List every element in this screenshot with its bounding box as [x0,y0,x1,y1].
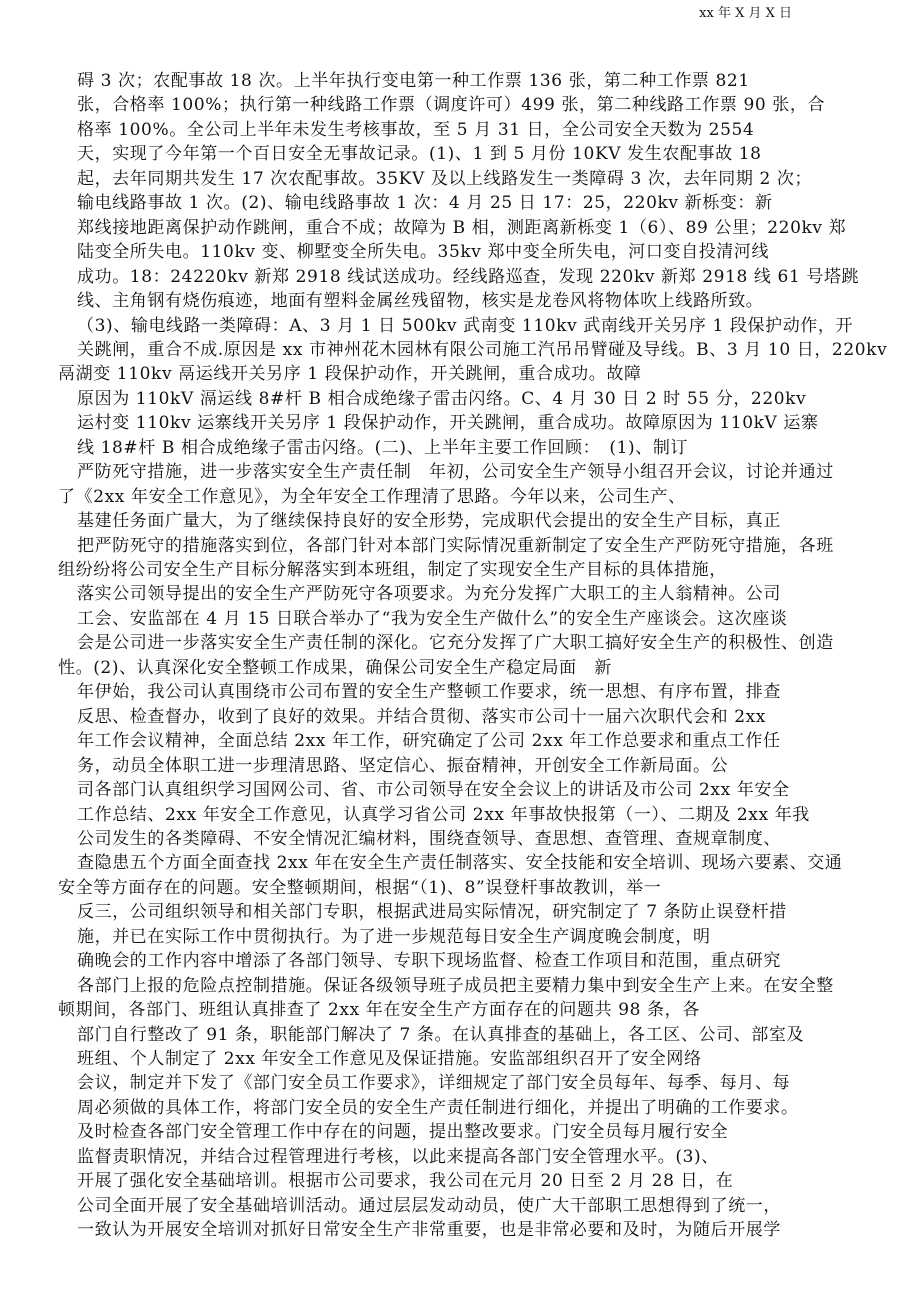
body-text-line: 起，去年同期共发生 17 次农配事故。35KV 及以上线路发生一类障碍 3 次，去年同期 2 次； [77,168,813,189]
body-text-line: 了《2xx 年安全工作意见》，为全年安全工作理清了思路。今年以来，公司生产、 [58,486,686,507]
body-text-line: 工作总结、2xx 年安全工作意见，认真学习省公司 2xx 年事故快报第（一）、二期及 2xx 年我 [77,804,810,825]
body-text-line: 原因为 110kV 滆运线 8#杆 B 相合成绝缘子雷击闪络。C、4 月 30 日 2 时 55 分，220kv [77,388,807,409]
body-text-line: 组纷纷将公司安全生产目标分解落实到本班组，制定了实现安全生产目标的具体措施， [58,560,727,580]
body-text-line: 张，合格率 100%；执行第一种线路工作票（调度许可）499 张，第二种线路工作票 90 张，合 [77,95,826,116]
body-text-line: 公司发生的各类障碍、不安全情况汇编材料，围绕查领导、查思想、查管理、查规章制度、 [77,828,781,849]
body-text-line: 基建任务面广量大，为了继续保持良好的安全形势，完成职代会提出的安全生产目标，真正 [77,511,781,532]
body-text-line: 查隐患五个方面全面查找 2xx 年在安全生产责任制落实、安全技能和安全培训、现场六要素、交通 [77,853,843,874]
body-text-line: 线、主角钢有烧伤痕迹，地面有塑料金属丝残留物，核实是龙卷风将物体吹上线路所致。 [77,291,764,312]
body-text-line: 关跳闸，重合不成.原因是 xx 市神州花木园林有限公司施工汽吊吊臂碰及导线。B、3 月 10 日，220kv [77,339,888,360]
body-text-line: 格率 100%。全公司上半年未发生考核事故，至 5 月 31 日，全公司安全天数为 2554 [77,119,755,140]
body-text-line: 年工作会议精神，全面总结 2xx 年工作，研究确定了公司 2xx 年工作总要求和重点工作任 [77,731,781,752]
body-text-line: 司各部门认真组织学习国网公司、省、市公司领导在安全会议上的讲话及市公司 2xx 年安全 [77,780,790,801]
body-text-line: 顿期间，各部门、班组认真排查了 2xx 年在安全生产方面存在的问题共 98 条，各 [58,1000,700,1021]
body-text-line: 落实公司领导提出的安全生产严防死守各项要求。为充分发挥广大职工的主人翁精神。公司 [77,584,781,605]
body-text-line: 年伊始，我公司认真围绕市公司布置的安全生产整顿工作要求，统一思想、有序布置，排查 [77,682,781,703]
body-text-line: 确晚会的工作内容中增添了各部门领导、专职下现场监督、检查工作项目和范围，重点研究 [77,951,781,972]
body-text-line: 工会、安监部在 4 月 15 日联合举办了“我为安全生产做什么”的安全生产座谈会。这次座谈 [77,608,788,629]
body-text-line: 部门自行整改了 91 条，职能部门解决了 7 条。在认真排查的基础上，各工区、公司、部室及 [77,1024,805,1045]
body-text-line: 碍 3 次；农配事故 18 次。上半年执行变电第一种工作票 136 张，第二种工作票 821 [77,71,750,91]
body-text-line: 监督责职情况，并结合过程管理进行考核，以此来提高各部门安全管理水平。(3)、 [77,1146,719,1167]
body-text-line: 务，动员全体职工进一步理清思路、坚定信心、振奋精神，开创安全工作新局面。公 [77,755,729,776]
body-text-line: （3)、输电线路一类障碍：A、3 月 1 日 500kv 武南变 110kv 武南线开关另序 1 段保护动作，开 [77,315,854,336]
body-text-line: 运村变 110kv 运寨线开关另序 1 段保护动作，开关跳闸，重合成功。故障原因为 110kV 运寨 [77,413,819,434]
body-text-line: 把严防死守的措施落实到位，各部门针对本部门实际情况重新制定了安全生产严防死守措施，各班 [77,535,834,556]
body-text-line: 严防死守措施，进一步落实安全生产责任制 年初，公司安全生产领导小组召开会议，讨论并通过 [77,462,834,483]
body-text-line: 性。(2)、认真深化安全整顿工作成果，确保公司安全生产稳定局面 新 [58,657,612,678]
body-text-line: 及时检查各部门安全管理工作中存在的问题，提出整改要求。门安全员每月履行安全 [77,1122,729,1143]
body-text-line: 反思、检查督办，收到了良好的效果。并结合贯彻、落实市公司十一届六次职代会和 2xx [77,706,766,727]
body-text-line: 开展了强化安全基础培训。根据市公司要求，我公司在元月 20 日至 2 月 28 日，在 [77,1171,734,1192]
body-text-line: 天，实现了今年第一个百日安全无事故记录。(1)、1 到 5 月份 10KV 发生农配事故 18 [77,144,762,165]
body-text-line: 会议，制定并下发了《部门安全员工作要求》，详细规定了部门安全员每年、每季、每月、每 [77,1073,791,1094]
body-text-line: 各部门上报的危险点控制措施。保证各级领导班子成员把主要精力集中到安全生产上来。在安全整 [77,975,834,996]
body-text-line: 郑线接地距离保护动作跳闸，重合不成；故障为 B 相，测距离新栎变 1（6）、89 公里；220kv 郑 [77,217,847,238]
body-text-line: 线 18#杆 B 相合成绝缘子雷击闪络。(二)、上半年主要工作回顾： (1)、制订 [77,437,689,458]
body-text-line: 公司全面开展了安全基础培训活动。通过层层发动动员，使广大干部职工思想得到了统一， [77,1195,781,1216]
body-text-line: 输电线路事故 1 次。(2)、输电线路事故 1 次：4 月 25 日 17：25，220kv 新栎变：新 [77,193,773,214]
body-text-line: 施，并已在实际工作中贯彻执行。为了进一步规范每日安全生产调度晚会制度，明 [77,926,711,947]
body-text-line: 周必须做的具体工作，将部门安全员的安全生产责任制进行细化，并提出了明确的工作要求。 [77,1097,799,1118]
body-text-line: 会是公司进一步落实安全生产责任制的深化。它充分发挥了广大职工搞好安全生产的积极性、创造 [77,633,834,654]
body-text-line: 班组、个人制定了 2xx 年安全工作意见及保证措施。安监部组织召开了安全网络 [77,1049,702,1069]
body-text-line: 成功。18：24220kv 新郑 2918 线试送成功。经线路巡查，发现 220kv 新郑 2918 线 61 号塔跳 [77,266,860,287]
body-text-line: 鬲湖变 110kv 鬲运线开关另序 1 段保护动作，开关跳闸，重合成功。故障 [58,364,642,385]
body-text-line: 安全等方面存在的问题。安全整顿期间，根据“（1)、8”误登杆事故教训，举一 [58,877,662,898]
body-text-line: 反三，公司组织领导和相关部门专职，根据武进局实际情况，研究制定了 7 条防止误登杆措 [77,902,787,923]
body-text-line: 一致认为开展安全培训对抓好日常安全生产非常重要，也是非常必要和及时，为随后开展学 [77,1220,781,1241]
body-text-line: 陆变全所失电。110kv 变、柳墅变全所失电。35kv 郑中变全所失电，河口变自投清河线 [77,242,770,263]
page-header-date: xx 年 X 月 X 日 [699,6,792,21]
